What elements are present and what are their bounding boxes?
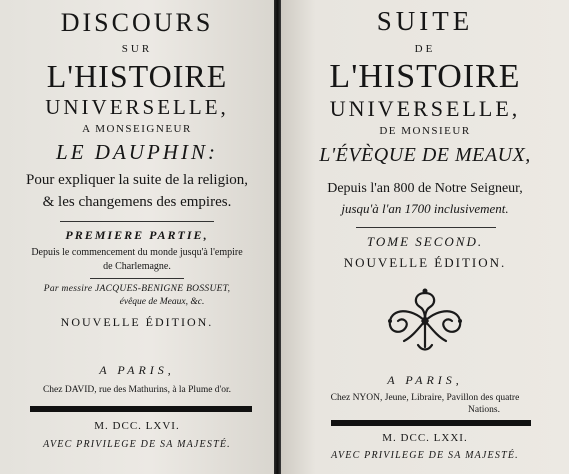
left-scope-line1: Depuis le commencement du monde jusqu'à l'empire <box>31 247 243 258</box>
left-title-line3: L'HISTOIRE <box>46 58 228 94</box>
left-purpose-line1: Pour expliquer la suite de la religion, <box>25 172 249 188</box>
left-bottom-rule <box>30 406 252 412</box>
left-dedicatee: LE DAUPHIN: <box>56 140 218 164</box>
left-title-line2: SUR <box>121 43 153 55</box>
left-title-page <box>0 0 274 474</box>
right-title-line3: L'HISTOIRE <box>329 58 521 95</box>
left-title-line1: DISCOURS <box>60 8 214 37</box>
left-city: A PARIS, <box>99 363 175 377</box>
right-volume: TOME SECOND. <box>366 234 484 249</box>
left-publisher: Chez DAVID, rue des Mathurins, à la Plume d'or. <box>42 385 232 395</box>
left-divider <box>60 221 214 222</box>
right-year: M. DCC. LXXI. <box>382 432 468 444</box>
right-city: A PARIS, <box>387 373 463 387</box>
printers-ornament-icon <box>380 285 470 355</box>
right-author-intro: DE MONSIEUR <box>379 125 471 137</box>
left-author-line1: Par messire JACQUES-BENIGNE BOSSUET, <box>43 284 231 294</box>
left-dedication-line: A MONSEIGNEUR <box>82 123 192 135</box>
book-gutter <box>274 0 281 474</box>
right-privilege: AVEC PRIVILEGE DE SA MAJESTÉ. <box>331 450 519 461</box>
left-part: PREMIERE PARTIE, <box>65 228 209 242</box>
left-purpose-line2: & les changemens des empires. <box>42 194 232 210</box>
right-publisher-line1: Chez NYON, Jeune, Libraire, Pavillon des quatre <box>330 393 520 403</box>
right-bottom-rule <box>331 420 531 426</box>
left-author-line2: évêque de Meaux, &c. <box>119 297 205 307</box>
right-title-page <box>281 0 569 474</box>
right-author: L'ÉVÈQUE DE MEAUX, <box>319 144 531 166</box>
left-title-line4: UNIVERSELLE, <box>45 95 229 119</box>
right-scope-line2: jusqu'à l'an 1700 inclusivement. <box>341 201 509 216</box>
left-edition: NOUVELLE ÉDITION. <box>60 315 214 329</box>
left-privilege: AVEC PRIVILEGE DE SA MAJESTÉ. <box>43 439 231 450</box>
right-divider <box>356 227 496 228</box>
left-scope-line2: de Charlemagne. <box>103 261 171 272</box>
left-divider-2 <box>90 278 184 279</box>
right-title-line1: SUITE <box>376 6 474 36</box>
left-year: M. DCC. LXVI. <box>94 420 180 432</box>
right-edition: NOUVELLE ÉDITION. <box>343 255 507 270</box>
right-scope-line1: Depuis l'an 800 de Notre Seigneur, <box>327 181 523 196</box>
right-title-line2: DE <box>414 43 436 55</box>
right-title-line4: UNIVERSELLE, <box>329 96 521 121</box>
right-publisher-line2: Nations. <box>468 405 500 415</box>
